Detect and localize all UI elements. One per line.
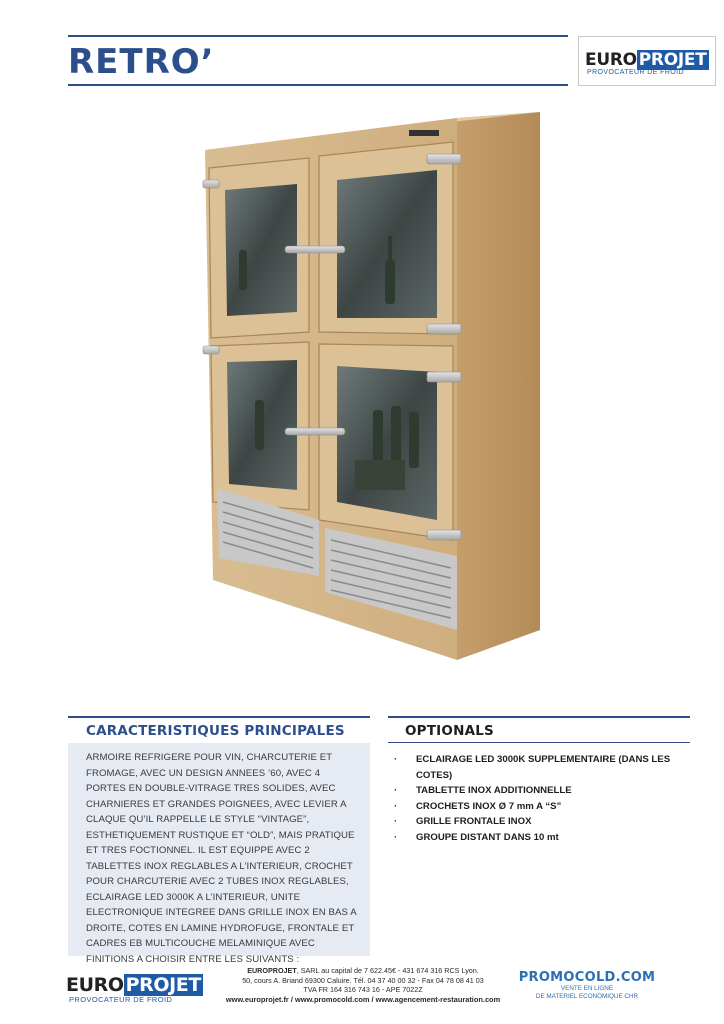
bullet: · bbox=[394, 800, 398, 812]
footer-company: EUROPROJET bbox=[247, 966, 297, 975]
brand-name-part2: PROJET bbox=[638, 50, 707, 70]
product-image bbox=[195, 110, 555, 670]
cabinet-side bbox=[457, 112, 540, 660]
footer-brand-part1: EURO bbox=[66, 974, 124, 996]
promocold-logo bbox=[512, 970, 662, 1001]
footer-tva: TVA FR 164 316 743 16 - APE 7022Z bbox=[303, 985, 423, 995]
promo-name: PROMOCOLD.COM bbox=[518, 970, 656, 985]
header-rule-top bbox=[68, 35, 568, 37]
promo-line2: DE MATERIEL ECONOMIQUE CHR bbox=[535, 993, 639, 1000]
list-item bbox=[390, 814, 695, 830]
section-rule-options bbox=[388, 716, 690, 718]
list-item bbox=[390, 783, 695, 799]
glass-lower-right bbox=[337, 366, 437, 520]
option-text: GROUPE DISTANT DANS 10 mt bbox=[416, 831, 559, 843]
options-title: OPTIONALS bbox=[405, 723, 494, 739]
option-text: ECLAIRAGE LED 3000K SUPPLEMENTAIRE (DANS LES COTES) bbox=[416, 754, 671, 781]
footer-brand-part2: PROJET bbox=[125, 974, 201, 996]
list-item bbox=[390, 752, 695, 783]
brand-logo bbox=[578, 36, 716, 86]
option-text: CROCHETS INOX Ø 7 mm A “S” bbox=[416, 800, 562, 812]
promo-line1: VENTE EN LIGNE bbox=[560, 985, 614, 992]
page-title: RETRO’ bbox=[68, 42, 215, 82]
description-text: ARMOIRE REFRIGERE POUR VIN, CHARCUTERIE ET FROMAGE, AVEC UN DESIGN ANNEES ’60, AVEC 4 PORTES EN DOUBLE-VITRAGE TRES SOLIDES, AVEC CHARNIERES ET GRANDES POIGNEES, AVEC LEVIER A CLAQUE QU’IL RAPPELLE LE STYLE “VINTAGE”, ESTHETIQUEMENT RUSTIQUE ET “OLD”, MAIS PRATIQUE ET TRES FOCTIONNEL. IL EST EQUIPPE AVEC 2 TABLETTES INOX REGLABLES A L’INTERIEUR, CROCHET POUR CHARCUTERIE AVEC 2 TUBES INOX REGLABLES, ECLAIRAGE LED 3000K A L’INTERIEUR, UNITE ELECTRONIQUE INTEGREE DANS GRILLE INOX EN BAS A DROITE, COTES EN LAMINE HYDROFUGE, FRONTALE ET CADRES EB MULTICOUCHE MELAMINIQUE AVEC FINITIONS A CHOISIR ENTRE LES SUIVANTS : bbox=[86, 752, 357, 965]
options-underline bbox=[388, 742, 690, 743]
footer-street: 50, cours A. Briand 69300 Caluire. Tél. 04 37 40 00 32 - Fax 04 78 08 41 03 bbox=[242, 975, 484, 985]
main-features-title: CARACTERISTIQUES PRINCIPALES bbox=[86, 723, 345, 739]
list-item bbox=[390, 799, 695, 815]
bullet: · bbox=[394, 754, 398, 765]
option-text: GRILLE FRONTALE INOX bbox=[416, 816, 532, 827]
brand-name-part1: EURO bbox=[585, 50, 637, 70]
footer-brand-logo bbox=[66, 974, 212, 1002]
option-text: TABLETTE INOX ADDITIONNELLE bbox=[416, 785, 572, 796]
brand-tagline: PROVOCATEUR DE FROID bbox=[587, 69, 684, 76]
list-item bbox=[390, 830, 695, 846]
footer-legal: , SARL au capital de 7 622.45€ - 431 674 316 RCS Lyon. bbox=[296, 966, 479, 975]
footer-brand-tagline: PROVOCATEUR DE FROID bbox=[69, 995, 173, 1004]
options-list bbox=[390, 752, 695, 845]
header-rule-bottom bbox=[68, 84, 568, 86]
bullet: · bbox=[394, 816, 398, 827]
bullet: · bbox=[394, 831, 398, 843]
footer-address bbox=[216, 966, 510, 1004]
section-rule-main bbox=[68, 716, 370, 718]
control-display bbox=[409, 130, 439, 136]
bullet: · bbox=[394, 785, 398, 796]
footer-websites: www.europrojet.fr / www.promocold.com / www.agencement-restauration.com bbox=[225, 994, 501, 1004]
